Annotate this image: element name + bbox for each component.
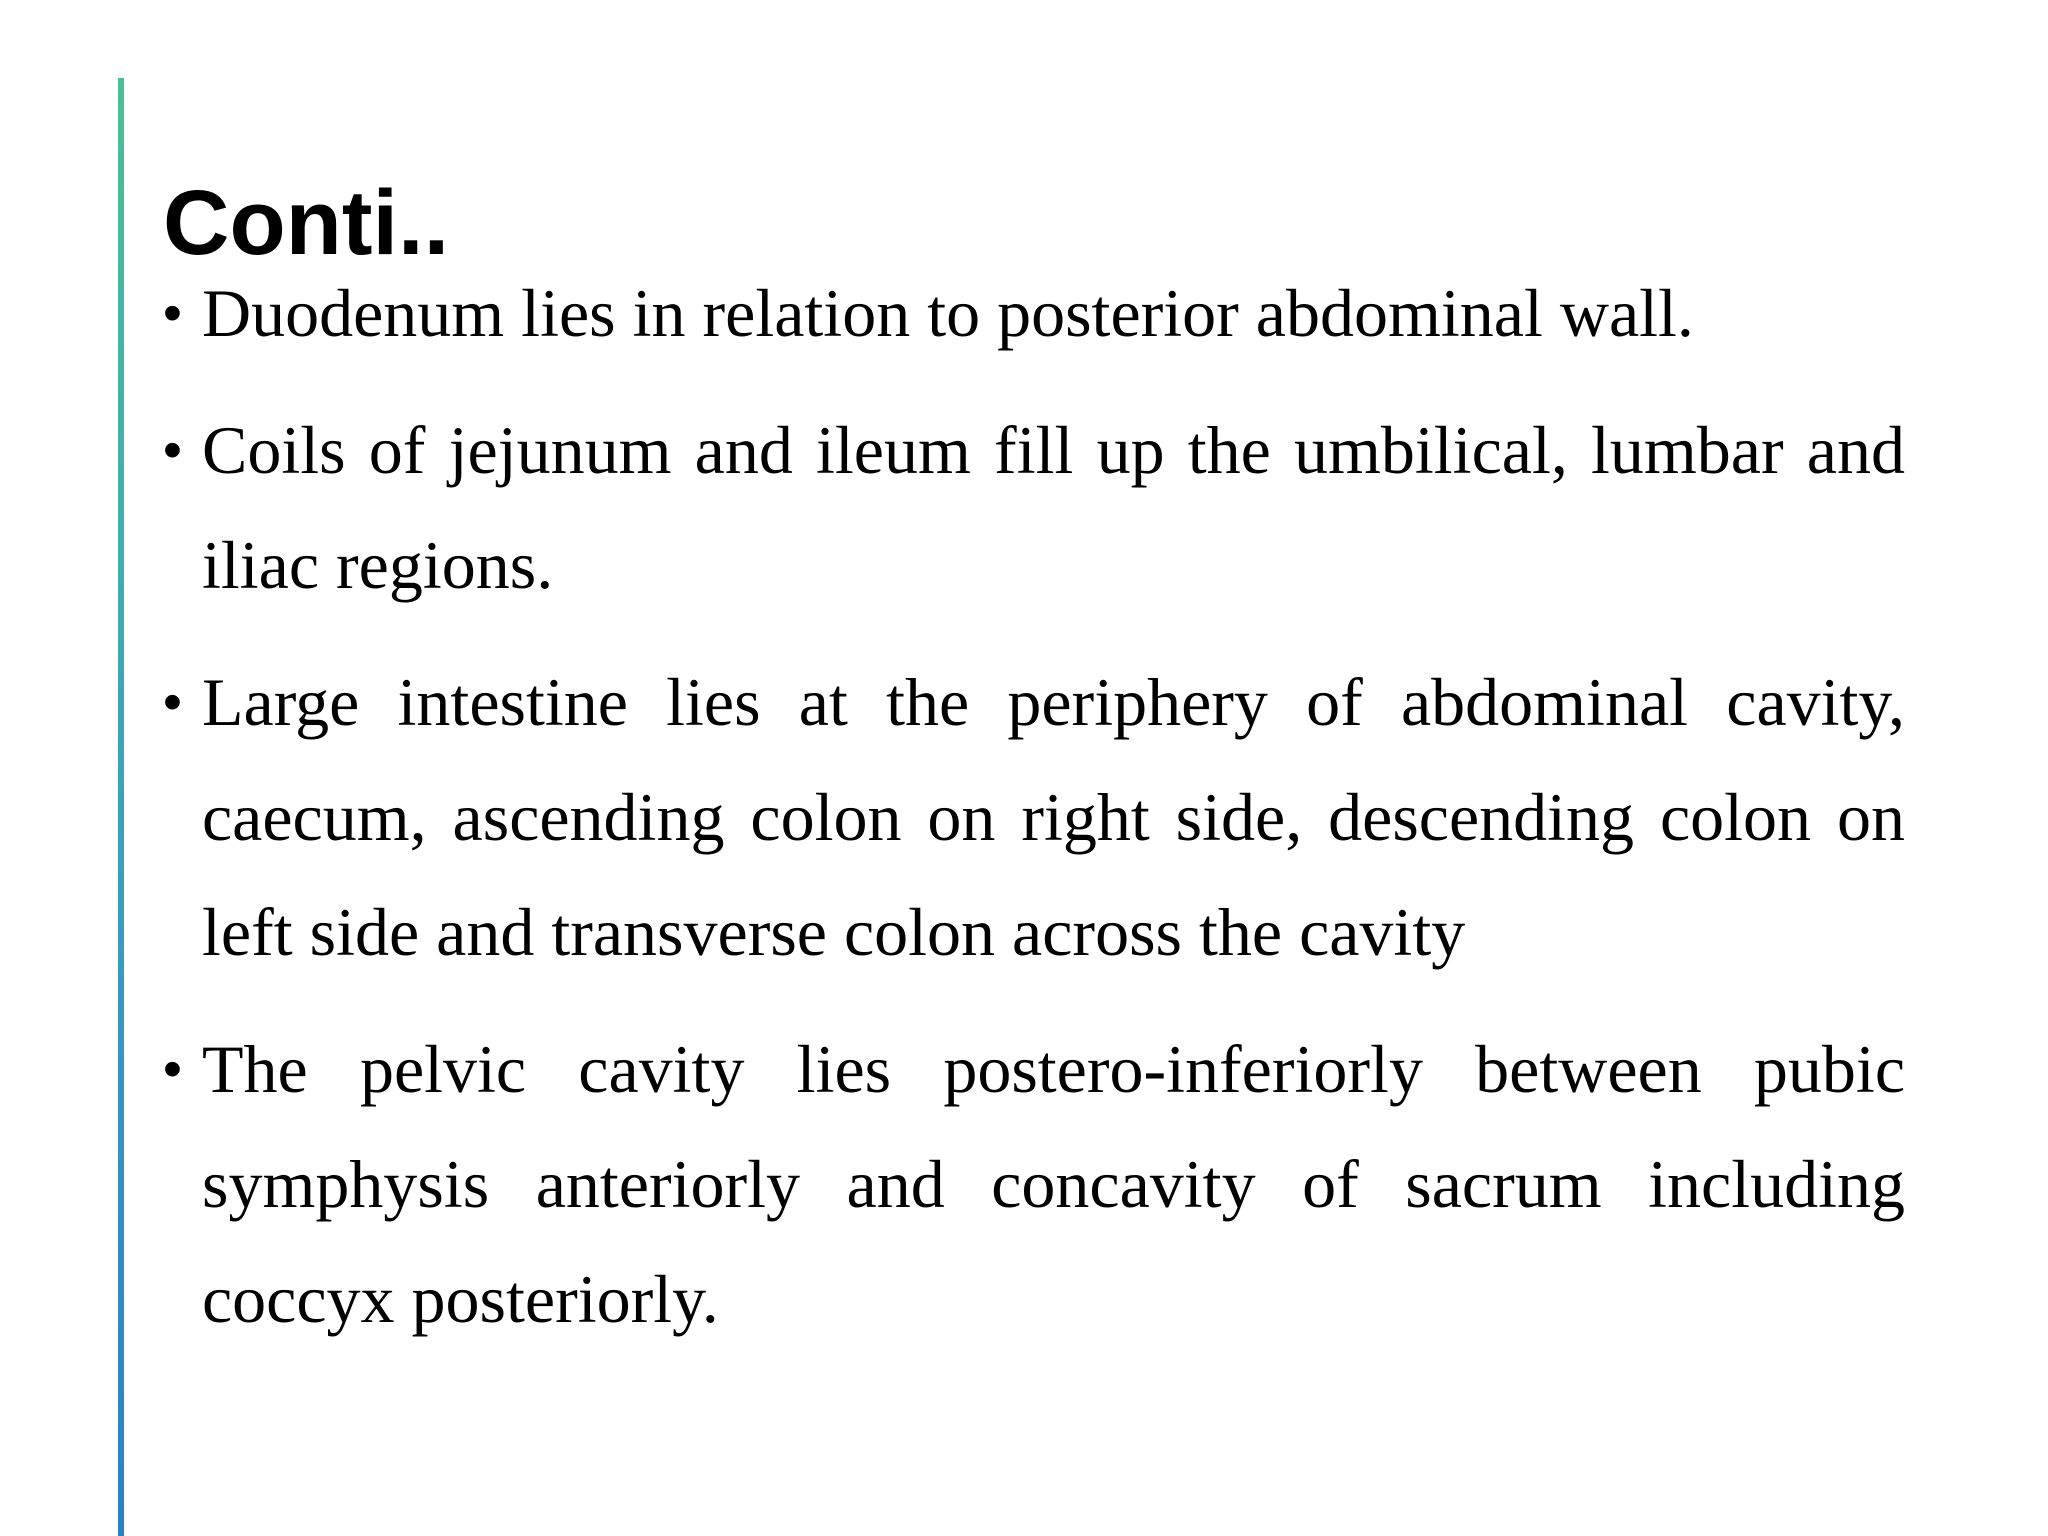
bullet-dot-icon: • (163, 672, 182, 732)
bullet-item (163, 256, 1905, 371)
bullet-item (163, 1012, 1905, 1357)
slide-title: Conti.. (163, 172, 450, 274)
bullet-text: Coils of jejunum and ileum fill up the umbilical, lumbar and iliac regions. (202, 412, 1905, 603)
bullet-text: Duodenum lies in relation to posterior abdominal wall. (202, 275, 1694, 351)
bullet-dot-icon: • (163, 1039, 182, 1099)
bullet-item (163, 645, 1905, 990)
bullet-dot-icon: • (163, 283, 182, 343)
bullet-text: The pelvic cavity lies postero-inferiorly between pubic symphysis anteriorly and concavity of sacrum including coccyx posteriorly. (202, 1031, 1905, 1337)
bullet-text: Large intestine lies at the periphery of abdominal cavity, caecum, ascending colon on right side, descending colon on left side and transverse colon across the cavity (202, 664, 1905, 970)
bullet-list (163, 256, 1905, 1379)
bullet-dot-icon: • (163, 420, 182, 480)
bullet-item (163, 393, 1905, 623)
accent-bar (118, 78, 124, 1536)
